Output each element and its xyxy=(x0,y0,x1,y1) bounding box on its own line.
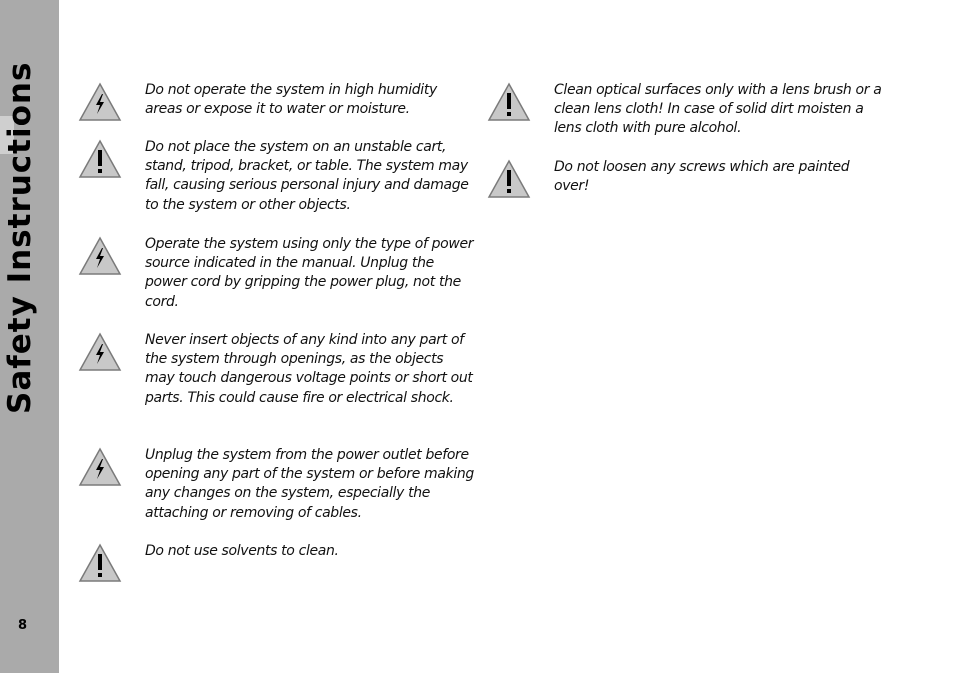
safety-text: Unplug the system from the power outlet before opening any part of the system or before making any changes on the system, especially the attaching or removing of cables. xyxy=(145,447,474,521)
caution-warning-icon xyxy=(77,138,123,180)
section-title: Safety Instructions xyxy=(2,61,38,414)
electric-shock-warning-icon xyxy=(77,446,123,488)
caution-warning-icon xyxy=(486,158,532,200)
safety-text: Do not operate the system in high humidity areas or expose it to water or moisture. xyxy=(145,82,437,118)
page-number: 8 xyxy=(18,618,28,633)
safety-text: Do not use solvents to clean. xyxy=(145,543,339,559)
sidebar xyxy=(0,0,59,673)
caution-warning-icon xyxy=(486,81,532,123)
electric-shock-warning-icon xyxy=(77,235,123,277)
electric-shock-warning-icon xyxy=(77,331,123,373)
caution-warning-icon xyxy=(77,542,123,584)
safety-text: Never insert objects of any kind into any part of the system through openings, as the objects may touch dangerous voltage points or short out parts. This could cause fire or electrical shock. xyxy=(145,332,473,406)
safety-text: Clean optical surfaces only with a lens brush or a clean lens cloth! In case of solid dirt moisten a lens cloth with pure alcohol. xyxy=(554,82,882,137)
safety-text: Operate the system using only the type of power source indicated in the manual. Unplug the power cord by gripping the power plug, not the cord. xyxy=(145,236,474,310)
safety-text: Do not place the system on an unstable cart, stand, tripod, bracket, or table. The system may fall, causing serious personal injury and damage to the system or other objects. xyxy=(145,139,469,213)
electric-shock-warning-icon xyxy=(77,81,123,123)
safety-text: Do not loosen any screws which are painted over! xyxy=(554,159,850,195)
